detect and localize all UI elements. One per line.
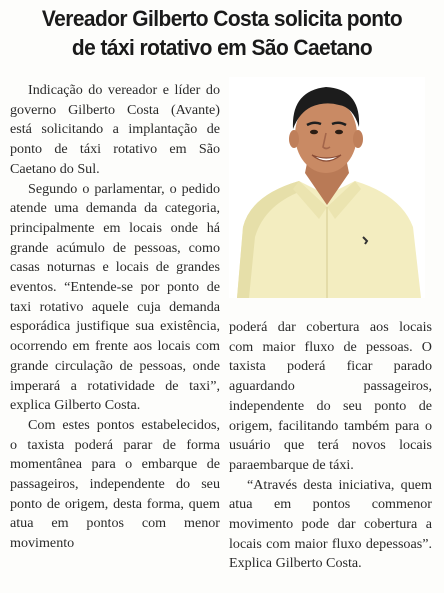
article-column-left: [10, 81, 220, 554]
paragraph: Indicação do vereador e líder do governo Gilberto Costa (Avante) está solicitando a implantação de ponto de táxi rotativo em São Caetano do Sul.: [10, 82, 220, 177]
paragraph: “Através desta iniciativa, quem atua em pontos commenor movimento pode dar cobertura a locais com maior fluxo depessoas”. Explica Gilberto Costa.: [229, 476, 432, 572]
headline: [21, 4, 423, 62]
headline-line-2: de táxi rotativo em São Caetano: [71, 35, 373, 60]
article-column-right: [229, 318, 432, 574]
paragraph: Segundo o parlamentar, o pedido atende uma demanda da categoria, principalmente em locais onde há grande acúmulo de pessoas, como casas noturnas e locais de grandes eventos. “Entende-se por ponto de taxi rotativo aquele cuja demanda esporádica justifique sua existência, ocorrendo em frente aos locais com grande circulação de pessoas, onde imperará a rotatividade de taxi”, explica Gilberto Costa.: [10, 180, 220, 414]
headline-line-1: Vereador Gilberto Costa solicita ponto: [41, 6, 403, 31]
paragraph: poderá dar cobertura aos locais com maior fluxo de pessoas. O taxista poderá ficar parado aguardando passageiros, independente do seu ponto de origem, facilitando também para o usuário que terá novos locais paraembarque de táxi.: [229, 319, 432, 473]
paragraph: Com estes pontos estabelecidos, o taxista poderá parar de forma momentânea para o embarque de passageiros, independente do seu ponto de origem, desta forma, quem atua em pontos com menor movimento: [10, 416, 220, 552]
portrait-photo: [229, 77, 425, 298]
